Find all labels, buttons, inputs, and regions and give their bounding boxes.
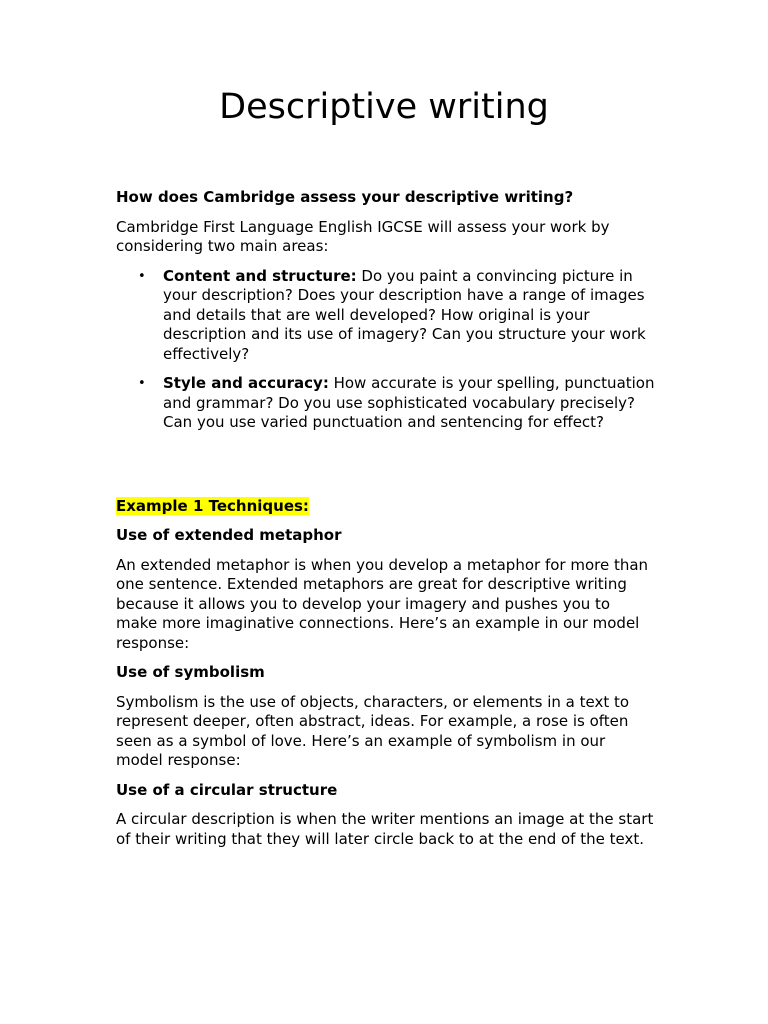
area-text: How accurate is your spelling, punctuation and grammar? Do you use sophisticated vocabulary precisely? Can you use varied punctuation and sentencing for effect? <box>163 374 655 431</box>
section-spacer <box>116 443 656 497</box>
example-heading: Example 1 Techniques: <box>116 496 309 515</box>
assessment-areas-list <box>116 267 656 433</box>
document-body <box>116 188 656 859</box>
technique-heading-symbolism: Use of symbolism <box>116 663 265 681</box>
area-label: Content and structure: <box>163 266 357 285</box>
intro-paragraph: Cambridge First Language English IGCSE will assess your work by considering two main areas: <box>116 217 610 255</box>
technique-body-symbolism: Symbolism is the use of objects, characters, or elements in a text to represent deeper, often abstract, ideas. For example, a rose is often seen as a symbol of love. Here’s an example of symbolism in our model response: <box>116 692 630 769</box>
technique-heading-circular: Use of a circular structure <box>116 780 338 799</box>
list-item-content-structure <box>138 266 656 365</box>
assess-heading: How does Cambridge assess your descriptive writing? <box>116 188 574 206</box>
technique-body-metaphor: An extended metaphor is when you develop a metaphor for more than one sentence. Extended metaphors are great for descriptive writing because it allows you to develop your imagery and pushes you to make more imaginative connections. Here’s an example in our model response: <box>116 555 649 652</box>
bullet-icon: • <box>138 376 146 391</box>
page-title: Descriptive writing <box>219 87 549 127</box>
bullet-icon: • <box>138 268 146 284</box>
example-heading-line <box>116 497 656 517</box>
technique-heading-metaphor: Use of extended metaphor <box>116 526 342 544</box>
area-text: Do you paint a convincing picture in your description? Does your description have a range of images and details that are well developed? How original is your description and its use of imagery? Can you structure your work effectively? <box>163 266 646 363</box>
area-label: Style and accuracy: <box>163 374 329 392</box>
list-item-style-accuracy <box>138 374 656 433</box>
technique-body-circular: A circular description is when the writer mentions an image at the start of their writing that they will later circle back to at the end of the text. <box>116 810 654 848</box>
